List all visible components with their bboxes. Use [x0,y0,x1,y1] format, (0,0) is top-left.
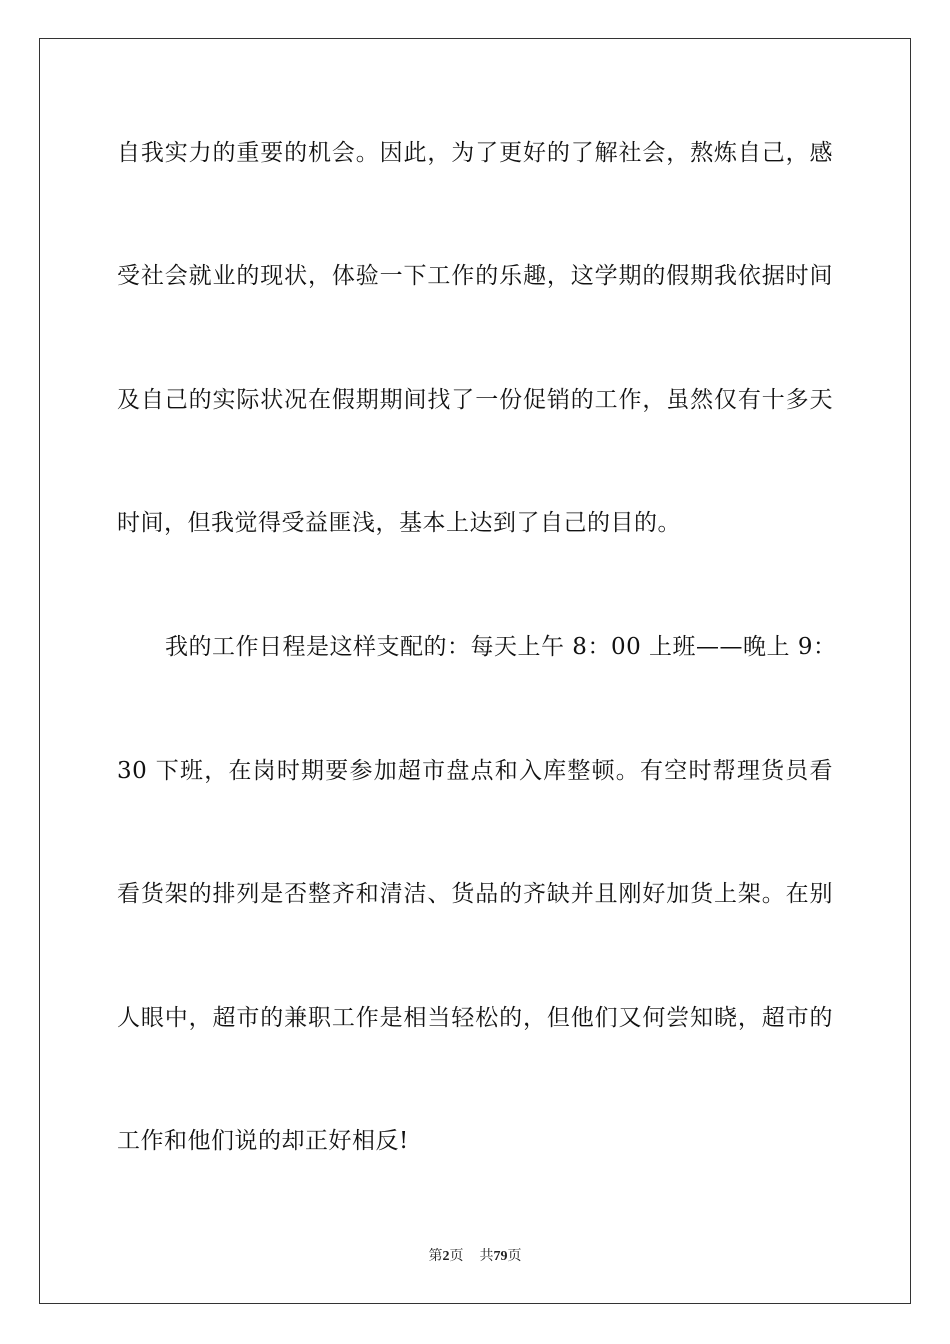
body-line-2: 受社会就业的现状，体验一下工作的乐趣，这学期的假期我依据时间 [117,263,833,289]
footer-page-number: 2 [442,1249,450,1264]
body-line-6: 30 下班，在岗时期要参加超市盘点和入库整顿。有空时帮理货员看 [117,758,833,784]
body-line-9: 工作和他们说的却正好相反! [117,1128,409,1154]
body-line-3: 及自己的实际状况在假期期间找了一份促销的工作，虽然仅有十多天 [117,387,833,413]
footer-total-pages: 79 [493,1249,508,1264]
body-line-1: 自我实力的重要的机会。因此，为了更好的了解社会，熬炼自己，感 [117,140,833,166]
body-line-5: 我的工作日程是这样支配的：每天上午 8：00 上班——晚上 9： [165,634,837,660]
footer-page-prefix: 第 [428,1248,443,1264]
body-line-7: 看货架的排列是否整齐和清洁、货品的齐缺并且刚好加货上架。在别 [117,881,833,907]
page-footer [0,1246,950,1267]
body-line-8: 人眼中，超市的兼职工作是相当轻松的，但他们又何尝知晓，超市的 [117,1005,833,1031]
page-border [39,38,911,1304]
footer-total-suffix: 页 [507,1248,522,1264]
footer-total-prefix: 共 [479,1248,494,1264]
body-line-4: 时间，但我觉得受益匪浅，基本上达到了自己的目的。 [117,510,681,536]
footer-page-suffix: 页 [449,1248,464,1264]
